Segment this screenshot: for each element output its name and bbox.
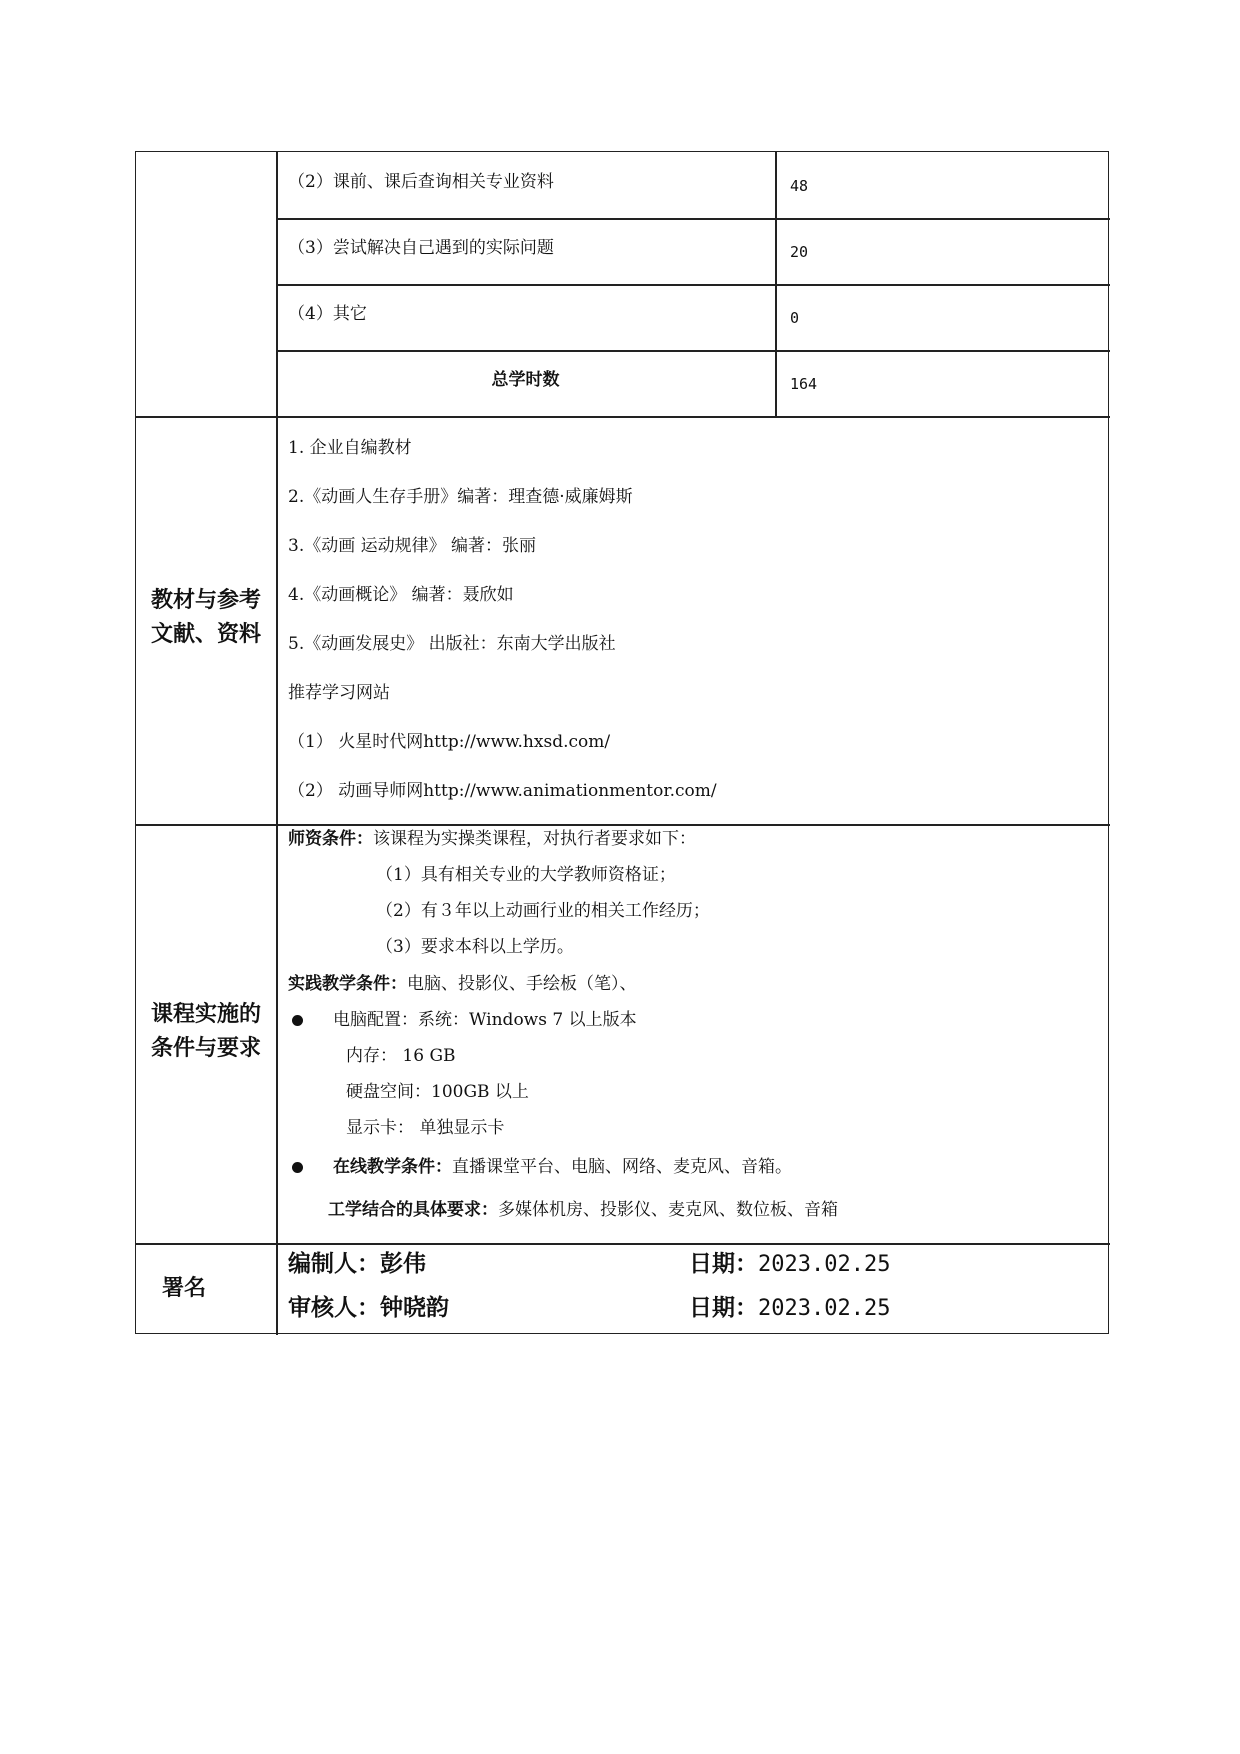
editor-date-value: 2023.02.25 [758,1252,891,1277]
references-label-line2: 文献、资料 [150,622,261,647]
online-conditions-text: 直播课堂平台、电脑、网络、麦克风、音箱。 [452,1157,792,1177]
reviewer-date-label: 日期： [689,1294,758,1321]
hours-row-value: 0 [790,309,800,327]
reference-item: 2.《动画人生存手册》编著：理查德·威廉姆斯 [288,487,633,507]
total-hours-value: 164 [790,375,818,393]
hours-row-value: 48 [790,177,809,195]
row-divider [276,218,1110,220]
pc-config-text: 电脑配置：系统：Windows 7 以上版本 [333,1010,637,1030]
bullet-icon [292,1015,303,1026]
reviewer-label: 审核人： [288,1294,380,1321]
course-info-table [135,151,1109,1334]
pc-config [292,1010,637,1030]
teacher-conditions-text: 该课程为实操类课程，对执行者要求如下： [373,829,696,849]
editor-date [689,1250,890,1279]
teacher-conditions-title: 师资条件： [288,829,373,849]
practice-conditions-text: 电脑、投影仪、手绘板（笔）、 [407,974,637,994]
hours-row-item: （4）其它 [288,304,367,324]
reviewer-date [689,1294,890,1323]
practice-conditions-title: 实践教学条件： [288,974,407,994]
memory-spec: 内存： 16 GB [346,1046,456,1066]
section-divider [136,1243,1110,1245]
work-integration [328,1200,838,1220]
reference-item: 4.《动画概论》 编著：聂欣如 [288,585,514,605]
reviewer-name: 钟晓韵 [380,1294,449,1321]
website-link[interactable]: （1） 火星时代网http://www.hxsd.com/ [288,732,611,752]
reference-item: 1. 企业自编教材 [288,438,412,458]
work-integration-text: 多媒体机房、投影仪、麦克风、数位板、音箱 [498,1200,838,1220]
label-column-divider [276,152,278,1335]
conditions-label [136,998,276,1066]
teacher-requirement: （1）具有相关专业的大学教师资格证； [376,865,676,885]
row-divider [276,284,1110,286]
conditions-label-line2: 条件与要求 [150,1036,261,1061]
hours-row-item: （3）尝试解决自己遇到的实际问题 [288,238,554,258]
reference-item: 5.《动画发展史》 出版社：东南大学出版社 [288,634,616,654]
practice-conditions [288,974,637,994]
editor-signature [288,1250,426,1278]
reviewer-signature [288,1294,449,1322]
references-label [136,584,276,652]
websites-title: 推荐学习网站 [288,683,390,703]
teacher-conditions [288,829,696,849]
conditions-label-line1: 课程实施的 [150,1002,261,1027]
hours-row-value: 20 [790,243,809,261]
total-hours-label: 总学时数 [491,370,560,390]
online-conditions-title: 在线教学条件： [333,1157,452,1177]
online-conditions [292,1157,792,1177]
references-label-line1: 教材与参考 [150,588,261,613]
editor-date-label: 日期： [689,1250,758,1277]
signature-label: 署名 [161,1276,206,1301]
reference-item: 3.《动画 运动规律》 编著：张丽 [288,536,537,556]
reviewer-date-value: 2023.02.25 [758,1296,891,1321]
teacher-requirement: （2）有３年以上动画行业的相关工作经历； [376,901,710,921]
disk-spec: 硬盘空间：100GB 以上 [346,1082,529,1102]
bullet-icon [292,1162,303,1173]
section-divider [136,824,1110,826]
gpu-spec: 显示卡： 单独显示卡 [346,1118,505,1138]
hours-row-item: （2）课前、课后查询相关专业资料 [288,172,554,192]
work-integration-title: 工学结合的具体要求： [328,1200,498,1220]
teacher-requirement: （3）要求本科以上学历。 [376,937,574,957]
row-divider [276,350,1110,352]
section-divider [136,416,1110,418]
editor-name: 彭伟 [380,1250,426,1277]
website-link[interactable]: （2） 动画导师网http://www.animationmentor.com/ [288,781,717,801]
editor-label: 编制人： [288,1250,380,1277]
